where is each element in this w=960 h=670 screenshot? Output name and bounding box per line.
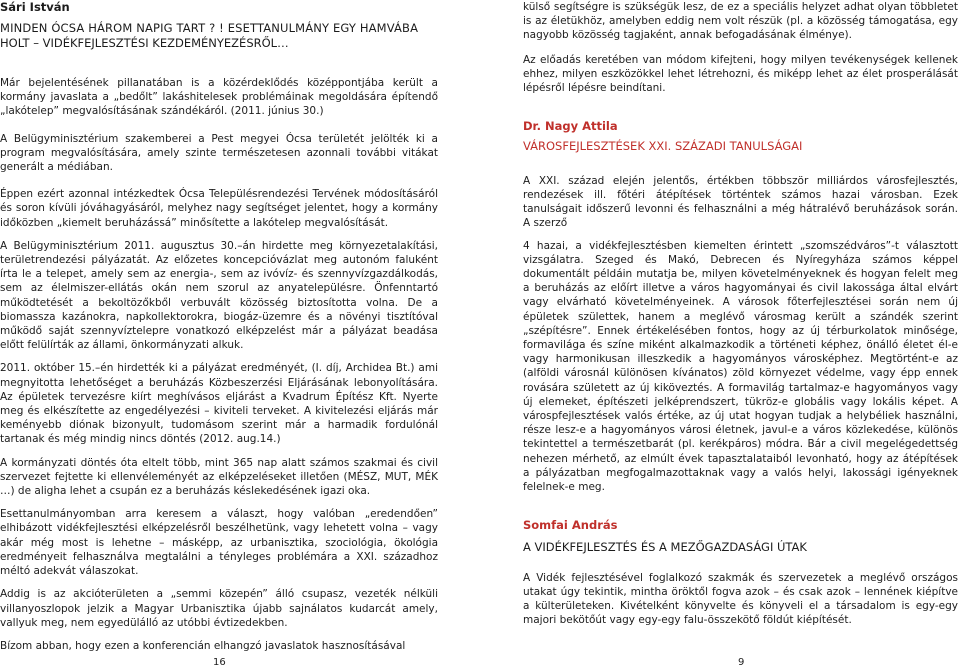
left-paragraph-7: Esettanulmányomban arra keresem a választ, hogy valóban „eredendően” elhibázott vidékfejlesztési elképzelésről beszélhetünk, vagy lehetett volna – vagy akár még most is lehetne – másképp, az urbanisztika, szociológia, ökológia eredményeit felhasználva megtalálni a tényleges problémára a XXI. századhoz méltó adekvát válaszokat. xyxy=(0,508,438,578)
right-article-title-1: VÁROSFEJLESZTÉSEK XXI. SZÁZADI TANULSÁGAI xyxy=(523,139,803,154)
left-paragraph-8: Addig is az akcióterületen a „semmi közepén” álló csupasz, vezeték nélküli villanyoszlopok jelzik a Magyar Urbanisztika újabb sajnálatos kudarcát amely, vallyuk meg, nem egyedülálló az utóbbi évtizedekben. xyxy=(0,588,438,629)
left-paragraph-6: A kormányzati döntés óta eltelt több, mint 365 nap alatt számos szakmai és civil szervezet fejtette ki ellenvéleményét az elképzeléseket illetően (MÉSZ, MUT, MÉK …) de aligha lehet a csupán ez a beruházás késlekedésének igazi oka. xyxy=(0,456,438,498)
right-paragraph-2: Az előadás keretében van módom kifejteni, hogy milyen tevékenységek kellenek ehhez, milyen eszközökkel lehet létrehozni, és miképp lehet az élet prosperálását lépésről lépésre beindítani. xyxy=(523,53,958,95)
left-author: Sári István xyxy=(0,0,70,14)
right-paragraph-3: A XXI. század elején jelentős, értékben többször milliárdos városfejlesztés, rendezések ill. főtéri átépítések történtek számos hazai városban. Ezek tanulságait időszerű levonni és felhasználni a még hátralévő beruházások során. A szerző xyxy=(523,174,958,230)
left-article-title xyxy=(0,21,438,50)
right-paragraph-5: A Vidék fejlesztésével foglalkozó szakmák és szervezetek a meglévő országos utakat úgy tekintik, mintha öröktől fogva azok – és csak azok – lennének kiépítve a külterületeken. Kivételként könyvelte és könyveli el a társadalom is egy-egy majori bekötőút vagy egy-egy falu-összekötő földút kiépítését. xyxy=(523,571,958,627)
left-paragraph-3: Éppen ezért azonnal intézkedtek Ócsa Településrendezési Tervének módosításáról és soron kívüli jóváhagyásáról, melyhez nagy segítséget jelentet, hogy a kormány időközben „kiemelt beruházássá” minősítette a lakótelep megvalósítását. xyxy=(0,188,438,229)
left-paragraph-4: A Belügyminisztérium 2011. augusztus 30.–án hirdette meg környezetalakítási, területrendezési pályázatát. Az előzetes koncepcióvázlat meg autonóm faluként írta le a telepet, amely sem az energia-, sem az ivóvíz- és szennyvízgazdálkodás, sem az élelmiszer-ellátás okán nem szorul az anyatelepülésre. Önfenntartó működtetését a bekoltözőkből verbuvált közösség biztosította volna. De a biomassza kazánokra, napkollektorokra, biogáz-üzemre és a növényi tisztítóval működő saját szennyvíztelepre vonatkozó elképzelést már a pályázat beadása előtt felülírták az állami, önkormányzati alkuk. xyxy=(0,239,438,352)
left-paragraph-9: Bízom abban, hogy ezen a konferencián elhangzó javaslatok hasznosításával xyxy=(0,639,406,652)
left-page-column xyxy=(0,0,438,653)
right-page-column xyxy=(523,0,958,628)
left-paragraph-5: 2011. október 15.–én hirdették ki a pályázat eredményét, (I. díj, Archidea Bt.) ami megnyitotta lehetőséget a beruházás Közbeszerzési Eljárásának lebonyolítására. Az épületek tervezésre kiírt meghívásos eljárást a Kvadrum Építész Kft. Nyerte meg és elkészítette az engedélyezési – kiviteli terveket. A kivitelezési eljárás már keményebb diónak bizonyult, tudomásom szerint már a harmadik fordulónál tartanak és még mindig nincs döntés (2012. aug.14.) xyxy=(0,362,438,446)
right-paragraph-1: külső segítségre is szükségük lesz, de ez a speciális helyzet adhat olyan többletet is az életükhöz, amelyben eddig nem volt részük (pl. a közösség támogatása, egy nagyobb közösség tagjaként, annak befogadásának élménye). xyxy=(523,1,958,42)
left-title-line-2: HOLT – VIDÉKFEJLESZTÉSI KEZDEMÉNYEZÉSRŐL… xyxy=(0,35,289,50)
right-paragraph-4: 4 hazai, a vidékfejlesztésben kiemelten érintett „szomszédváros”-t választott vizsgálatra. Szeged és Makó, Debrecen és Nyíregyháza számos képpel dokumentált példáin mutatja be, milyen követelményeknek és hogyan felelt meg a beruházás az előírt illetve a város hagyományai és civil lakossága által elvárt vagy elvárható követelményeinek. A városok főterfejlesztései során nem új épületek születtek, hanem a meglévő városmag került a szándék szerint „szépítésre”. Ennek értékelésében fontos, hogy az új térburkolatok minősége, formavilága és színe miként alkalmazkodik a történeti képhez, önálló életet él-e vagy harmonikusan illeszkedik a hagyományos városképhez. Megtörtént-e az (alföldi városnál különösen kívánatos) zöld környezet védelme, vagy épp ennek rovására született az új kiköveztés. A formavilág tartalmaz-e hagyományos vagy új elemeket, építészeti jelképrendszert, tükröz-e globális vagy lokális képet. A várospfejlesztések valós értéke, az új utat hogyan tudjak a helybéliek használni, része lesz-e a hagyományos városi életnek, javul-e a város közlekedése, különös tekintettel a természetbarát (pl. kerékpáros) módra. Bár a civil megelégedettség nehezen mérhető, az elmúlt évek tapasztalataiból levonható, hogy az átépítések a pályázatban megfogalmazottaknak vagy a valós helyi, lakossági igényeknek felelnek-e meg. xyxy=(523,239,958,493)
right-author-1: Dr. Nagy Attila xyxy=(523,119,618,134)
left-page-number: 16 xyxy=(213,657,226,668)
right-author-2: Somfai András xyxy=(523,518,618,533)
left-paragraph-1: Már bejelentésének pillanatában is a közérdeklődés középpontjába került a kormány javaslata a „bedőlt” lakáshitelesek problémáinak megoldására építendő „lakótelep” megvalósításának szándékáról. (2011. június 30.) xyxy=(0,77,438,118)
left-title-line-1: MINDEN ÓCSA HÁROM NAPIG TART ? ! ESETTANULMÁNY EGY HAMVÁBA xyxy=(0,21,419,35)
right-article-title-2: A VIDÉKFEJLESZTÉS ÉS A MEZŐGAZDASÁGI ÚTAK xyxy=(523,540,807,555)
left-paragraph-2: A Belügyminisztérium szakemberei a Pest megyei Ócsa területét jelölték ki a program megvalósítására, amely szinte természetesen azonnali további vitákat generált a médiában. xyxy=(0,132,438,174)
right-page-number: 9 xyxy=(738,657,745,668)
